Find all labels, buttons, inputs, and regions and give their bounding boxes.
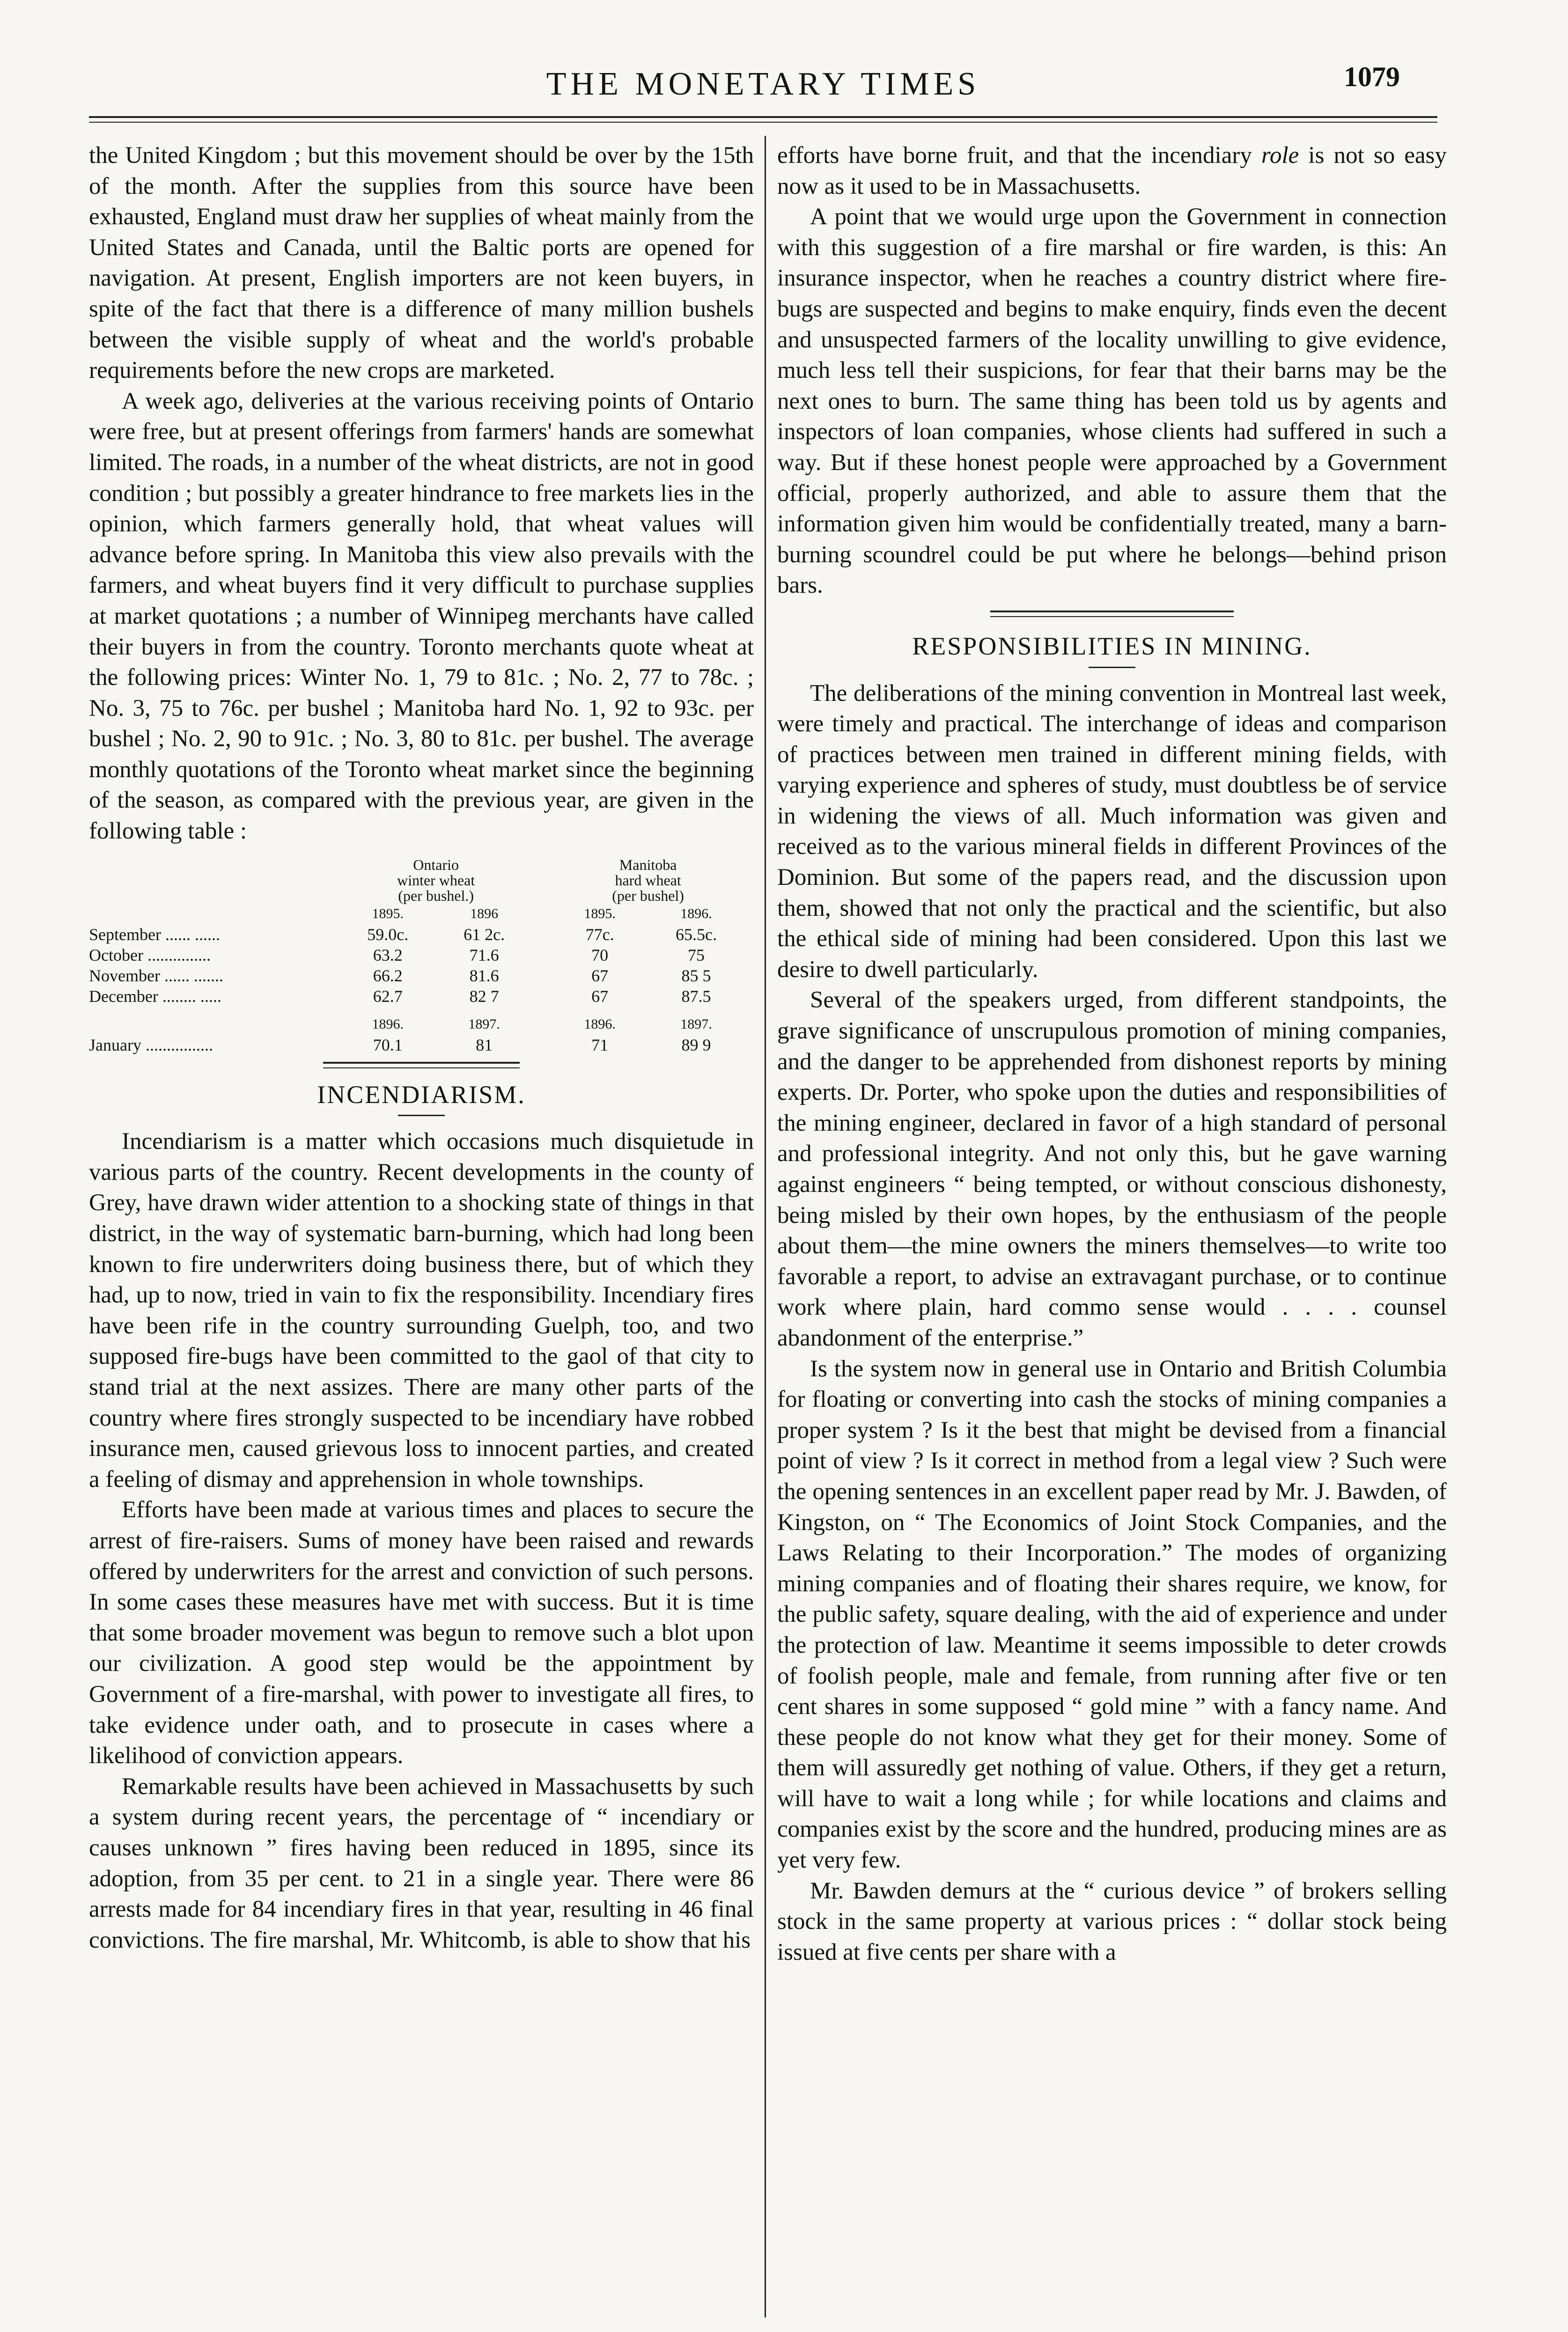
table-row: September ...... ...... 59.0c. 61 2c. 77c. 65.5c. (89, 925, 717, 944)
page-number: 1079 (1344, 61, 1400, 92)
table-row: October ............... 63.2 71.6 70 75 (89, 945, 705, 964)
left-paragraph-1: the United Kingdom ; but this movement should be over by the 15th of the month. After the supplies from this source have been exhausted, England must draw her supplies of wheat mainly from the United States and Canada, until the Baltic ports are opened for navigation. At present, English importers are not keen buyers, in spite of the fact that there is a difference of many million bushels between the visible supply of wheat and the world's probable requirements before the new crops are marketed. (89, 142, 754, 384)
table-year-row: 1895. 1896 1895. 1896. (372, 905, 712, 921)
right-paragraph-3: The deliberations of the mining convention in Montreal last week, were timely and practical. The interchange of ideas and comparison of practices between men trained in different mining fields, with varying experience and spheres of study, must doubtless be of service in widening the views of all. Much information was given and received as to the various mineral fields in different Provinces of the Dominion. But some of the papers read, and the discussion upon them, showed that not only the practical and the scientific, but also the ethical side of mining had been considered. Upon this last we desire to dwell particularly. (777, 680, 1447, 983)
masthead-title: THE MONETARY TIMES (546, 66, 980, 102)
table-row: January ................ 70.1 81 71 89 9 (89, 1035, 711, 1054)
wheat-price-table (89, 857, 744, 1055)
right-paragraph-5: Is the system now in general use in Ontario and British Columbia for floating or converting into cash the stocks of mining companies a proper system ? Is it the best that might be devised from a financial point of view ? Is it correct in method from a legal view ? Such were the opening sentences in an excellent paper read by Mr. J. Bawden, of Kingston, on “ The Economics of Joint Stock Companies, and the Laws Relating to their Incorporation.” The modes of organizing mining companies and of floating their shares require, we know, for the public safety, square dealing, with the aid of experience and under the protection of law. Meantime it seems impossible to deter crowds of foolish people, male and female, from running after five or ten cent shares in some supposed “ gold mine ” with a fancy name. And these people do not know what they get for their money. Some of them will assuredly get nothing of value. Others, if they get a return, will have to wait a long while ; for while locations and claims and companies exist by the score and the hundred, producing mines are as yet very few. (777, 1355, 1447, 1874)
ontario-header: Ontario winter wheat (per bushel.) (397, 856, 475, 904)
left-paragraph-2: A week ago, deliveries at the various receiving points of Ontario were free, but at present offerings from farmers' hands are somewhat limited. The roads, in a number of the wheat districts, are not in good condition ; but possibly a greater hindrance to free markets lies in the opinion, which farmers generally hold, that wheat values will advance before spring. In Manitoba this view also prevails with the farmers, and wheat buyers find it very difficult to purchase supplies at market quotations ; a number of Winnipeg merchants have called their buyers in from the country. Toronto merchants quote wheat at the following prices: Winter No. 1, 79 to 81c. ; No. 2, 77 to 78c. ; No. 3, 75 to 76c. per bushel ; Manitoba hard No. 1, 92 to 93c. per bushel ; No. 2, 90 to 91c. ; No. 3, 80 to 81c. per bushel. The average monthly quotations of the Toronto wheat market since the beginning of the season, as compared with the previous year, are given in the following table : (89, 388, 754, 845)
heading-rule (1089, 667, 1135, 668)
right-column (777, 140, 1447, 1968)
italic-word: role (1261, 142, 1299, 169)
left-paragraph-5: Remarkable results have been achieved in Massachusetts by such a system during recent years, the percentage of “ incendiary or causes unknown ” fires having been reduced in 1895, since its adoption, from 35 per cent. to 21 in a single year. There were 86 arrests made for 84 incendiary fires in that year, resulting in 46 final convictions. The fire marshal, Mr. Whitcomb, is able to show that his (89, 1773, 754, 1953)
right-paragraph-6: Mr. Bawden demurs at the “ curious device ” of brokers selling stock in the same property at various prices : “ dollar stock being issued at five cents per share with a (777, 1877, 1447, 1965)
section-heading-incendiarism: INCENDIARISM. (317, 1080, 526, 1109)
left-column (89, 140, 754, 1956)
section-rule (323, 1062, 520, 1068)
table-year-row: 1896. 1897. 1896. 1897. (372, 1016, 712, 1032)
header-rule-thick (89, 116, 1437, 118)
header-rule-thin (89, 122, 1437, 123)
right-paragraph-4: Several of the speakers urged, from different standpoints, the grave significance of unscrupulous promotion of mining companies, and the danger to be apprehended from dishonest reports by mining experts. Dr. Porter, who spoke upon the duties and responsibilities of the mining engineer, declared in favor of a high standard of personal and professional integrity. And not only this, but he gave warning against engineers “ being tempted, or without conscious dishonesty, being misled by their own hopes, by the enthusiasm of the people about them—the mine owners the miners themselves—to write too favorable a report, to advise an extravagant purchase, or to continue work where plain, hard commo sense would . . . . counsel abandonment of the enterprise.” (777, 987, 1447, 1351)
right-paragraph-1: efforts have borne fruit, and that the incendiary role is not so easy now as it used to be in Massachusetts. (777, 142, 1447, 199)
column-divider (765, 136, 766, 2317)
section-rule (990, 611, 1234, 617)
table-row: November ...... ....... 66.2 81.6 67 85 5 (89, 966, 711, 985)
right-paragraph-2: A point that we would urge upon the Government in connection with this suggestion of a fire marshal or fire warden, is this: An insurance inspector, when he reaches a country district where fire-bugs are suspected and begins to make enquiry, finds even the decent and unsuspected farmers of the locality unwilling to give evidence, much less tell their suspicions, for fear that their barns may be the next ones to burn. The same thing has been told us by agents and inspectors of loan companies, whose clients had suffered in such a way. But if these honest people were approached by a Government official, properly authorized, and able to assure them that the information given him would be confidentially treated, many a barn-burning scoundrel could be put where he belongs—behind prison bars. (777, 204, 1447, 599)
section-heading-mining: RESPONSIBILITIES IN MINING. (912, 632, 1312, 660)
left-paragraph-3: Incendiarism is a matter which occasions much disquietude in various parts of the country. Recent developments in the county of Grey, have drawn wider attention to a shocking state of things in that district, in the way of systematic barn-burning, which had long been known to fire underwriters doing business there, but of which they had, up to now, tried in vain to fix the responsibility. Incendiary fires have been rife in the country surrounding Guelph, too, and two supposed fire-bugs have been committed to the gaol of that city to stand trial at the next assizes. There are many other parts of the country where fires strongly suspected to be incendiary have robbed insurance men, caused grievous loss to innocent parties, and created a feeling of dismay and apprehension in whole townships. (89, 1128, 754, 1493)
heading-rule (398, 1115, 445, 1116)
left-paragraph-4: Efforts have been made at various times and places to secure the arrest of fire-raisers. Sums of money have been raised and rewards offered by underwriters for the arrest and conviction of such persons. In some cases these measures have met with success. But it is time that some broader movement was begun to remove such a blot upon our civilization. A good step would be the appointment by Government of a fire-marshal, with power to investigate all fires, to take evidence under oath, and to prosecute in cases where a likelihood of conviction appears. (89, 1497, 754, 1769)
manitoba-header: Manitoba hard wheat (per bushel) (612, 856, 684, 904)
table-row: December ........ ..... 62.7 82 7 67 87.5 (89, 986, 711, 1006)
